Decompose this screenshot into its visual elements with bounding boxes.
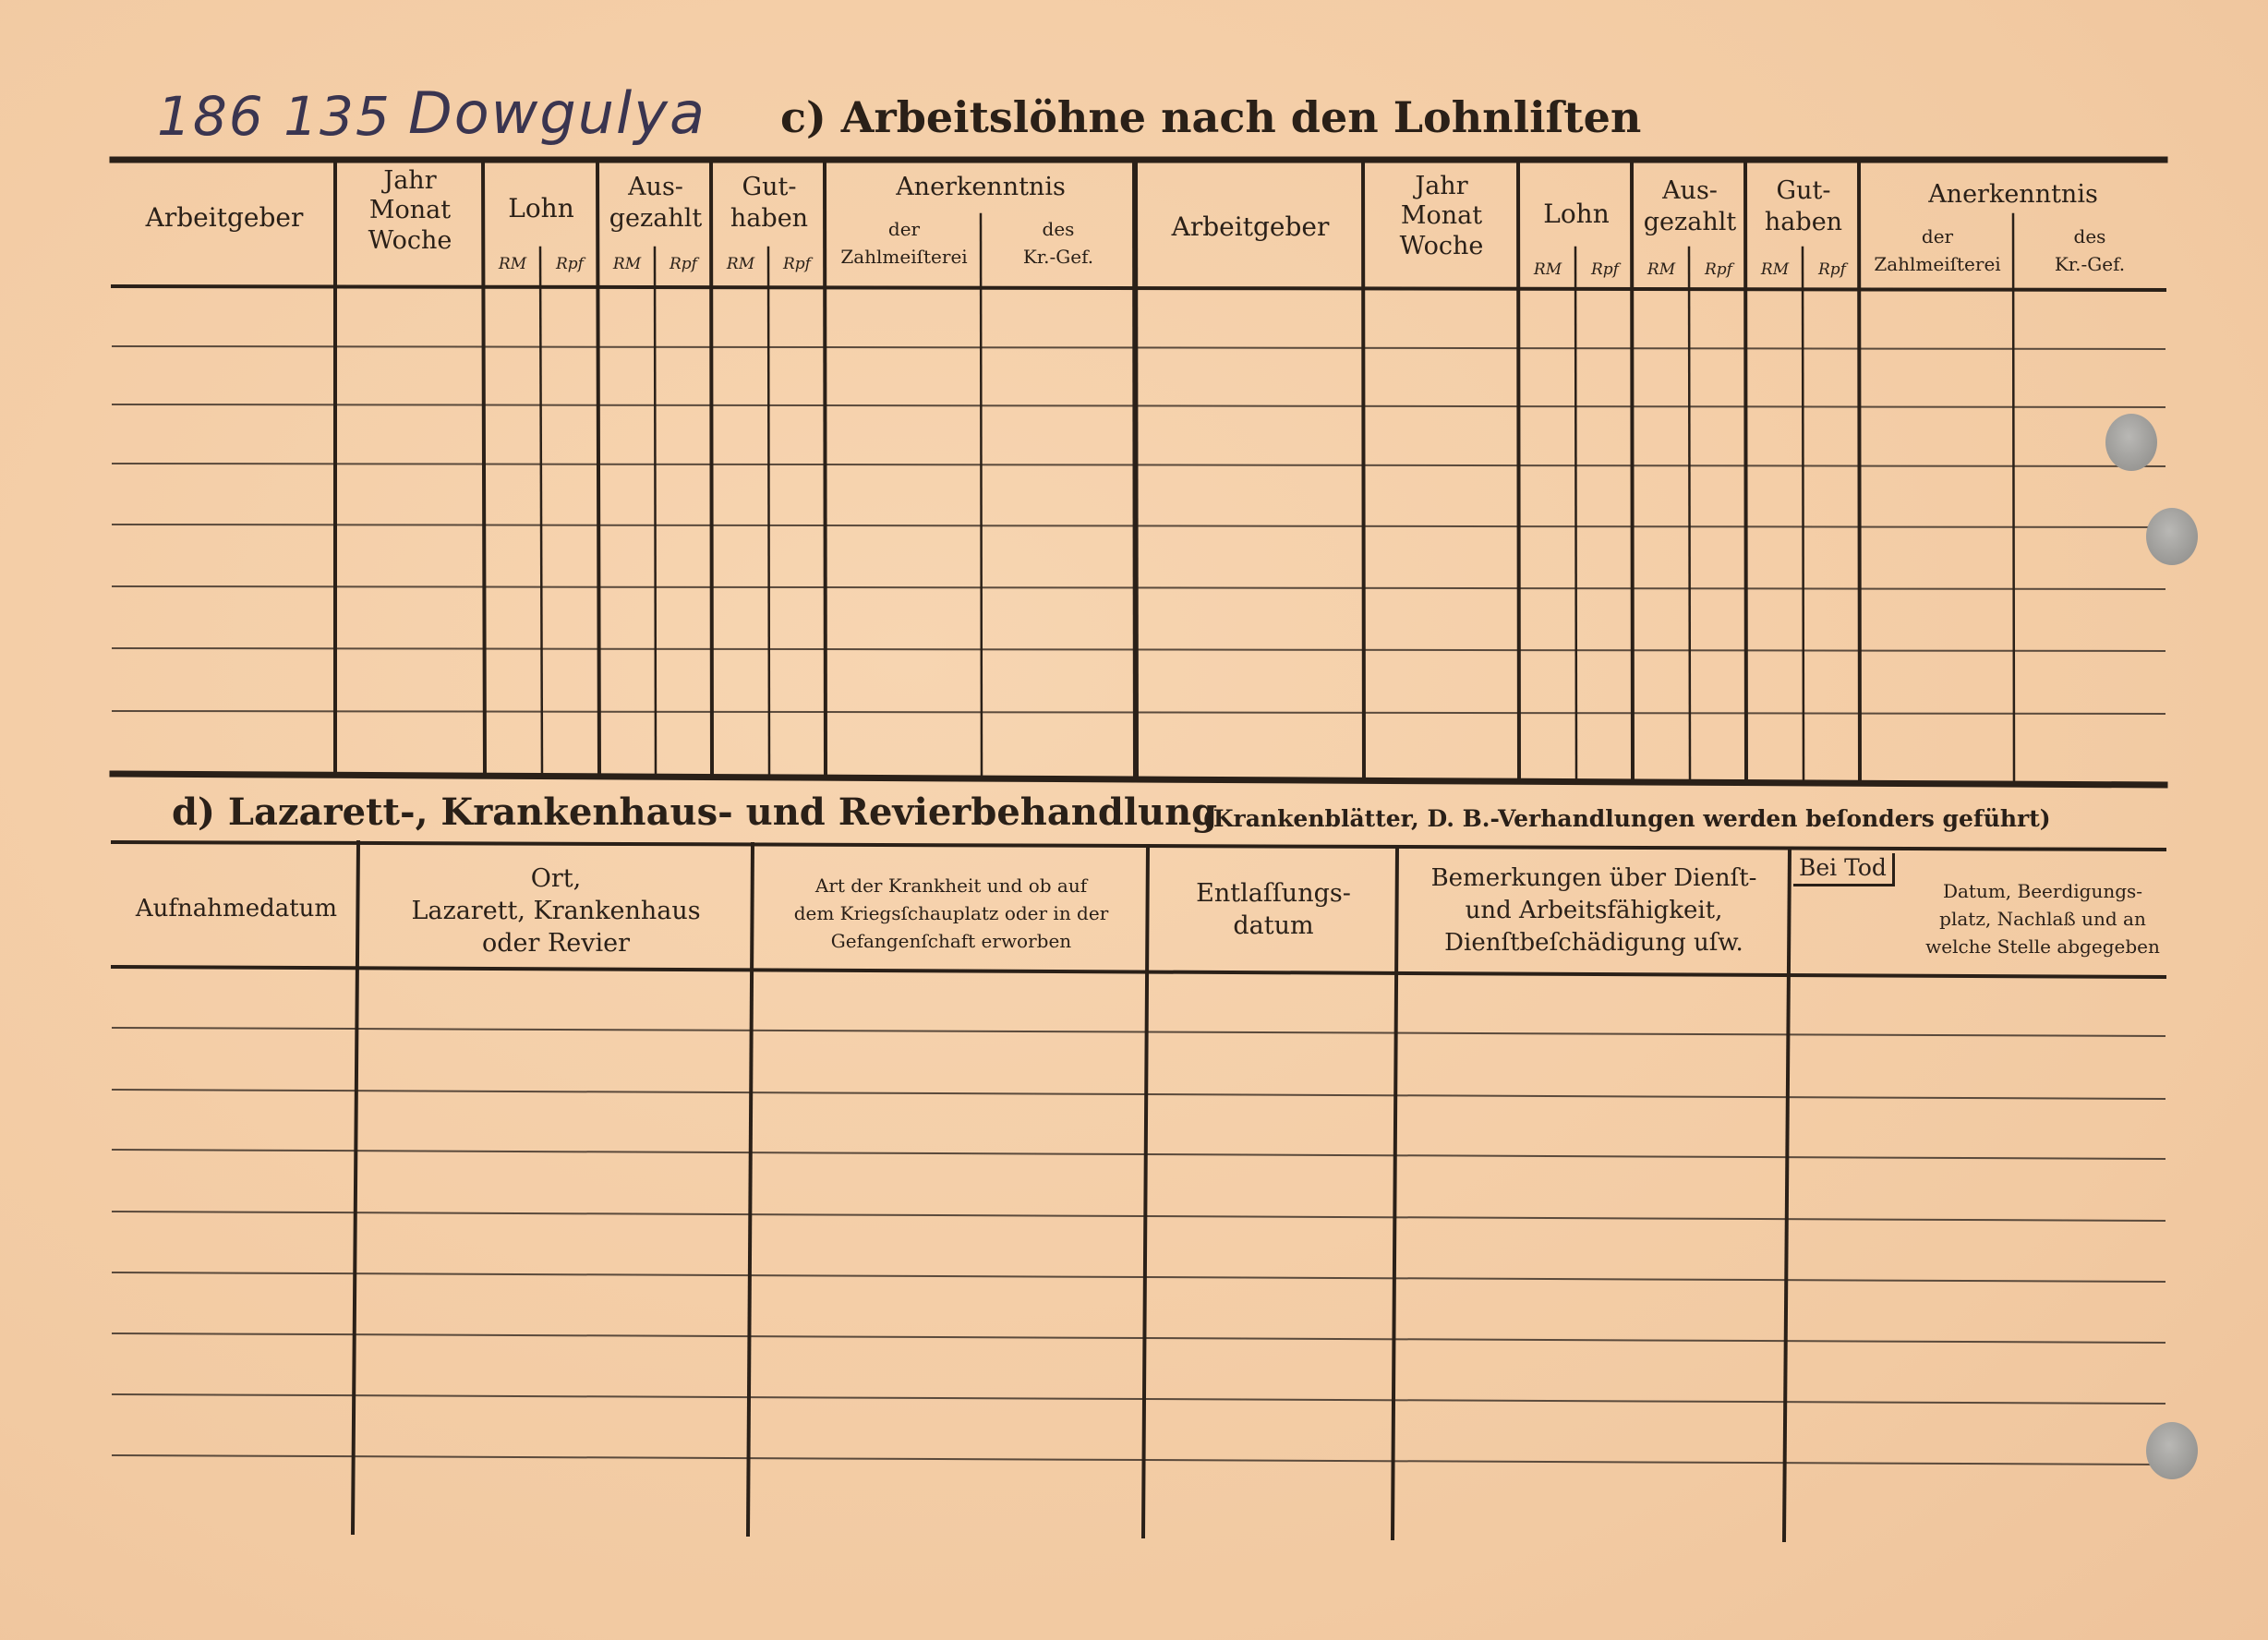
- unit-rm-credit-2: RM: [1760, 260, 1790, 279]
- col-ack-header-2: Anerkenntnis: [1928, 180, 2098, 209]
- col-employer-header-2: Arbeitgeber: [1171, 211, 1330, 242]
- sub-krgef-label: Kr.-Gef.: [1022, 246, 1094, 268]
- unit-rpf-credit-2: Rpf: [1818, 260, 1846, 279]
- col-ack-header: Anerkenntnis: [896, 173, 1066, 201]
- section-d-title: d) Lazarett-, Krankenhaus- und Revierbehandlung: [172, 790, 1218, 834]
- col-illness-header: Art der Krankheit und ob auf dem Kriegsſchauplatz oder in der Gefangenſchaft erworben: [793, 874, 1109, 952]
- col-paid-header: Aus- gezahlt: [609, 173, 703, 233]
- punch-hole-2: [2146, 508, 2198, 565]
- col-remarks-header: Bemerkungen über Dienſt- und Arbeitsfähigkeit, Dienſtbeſchädigung uſw.: [1430, 864, 1757, 958]
- col-admission-header: Aufnahmedatum: [135, 895, 338, 922]
- col-employer-header: Arbeitgeber: [145, 202, 304, 233]
- unit-rm-credit: RM: [726, 255, 755, 273]
- punch-hole-3: [2146, 1422, 2198, 1479]
- section-d-note: (Krankenblätter, D. B.-Verhandlungen werden beſonders geführt): [1202, 805, 2051, 832]
- sub-zahlmeisterei-label-2: Zahlmeiſterei: [1874, 253, 2001, 275]
- unit-rm-wage-2: RM: [1533, 260, 1562, 279]
- col-date-header-2: Jahr Monat Woche: [1399, 172, 1484, 260]
- death-box: [1793, 853, 1895, 886]
- sub-der-label-2: der: [1921, 225, 1954, 247]
- unit-rpf-wage: Rpf: [556, 255, 584, 273]
- col-wage-header: Lohn: [508, 193, 574, 223]
- sub-des-label: des: [1042, 218, 1075, 240]
- sub-krgef-label-2: Kr.-Gef.: [2054, 253, 2126, 275]
- col-wage-header-2: Lohn: [1543, 199, 1610, 229]
- punch-hole-1: [2105, 414, 2157, 471]
- unit-rm-wage: RM: [498, 255, 527, 273]
- col-discharge-header: Entlaſſungs- datum: [1196, 879, 1351, 941]
- handwritten-number: 186 135: [157, 85, 392, 148]
- section-c-title: c) Arbeitslöhne nach den Lohnliſten: [780, 92, 1642, 142]
- unit-rpf-wage-2: Rpf: [1591, 260, 1619, 279]
- col-date-header: Jahr Monat Woche: [368, 166, 452, 255]
- col-credit-header: Gut- haben: [730, 173, 809, 233]
- col-paid-header-2: Aus- gezahlt: [1643, 176, 1737, 236]
- sub-des-label-2: des: [2073, 225, 2106, 247]
- unit-rpf-paid-2: Rpf: [1705, 260, 1732, 279]
- sub-der-label: der: [887, 218, 921, 240]
- col-death-header: Datum, Beerdigungs- platz, Nachlaß und an welche Stelle abgegeben: [1925, 880, 2160, 958]
- unit-rpf-credit: Rpf: [783, 255, 811, 273]
- col-credit-header-2: Gut- haben: [1764, 176, 1843, 236]
- unit-rpf-paid: Rpf: [670, 255, 697, 273]
- sub-zahlmeisterei-label: Zahlmeiſterei: [840, 246, 968, 268]
- col-place-header: Ort, Lazarett, Krankenhaus oder Revier: [411, 864, 701, 959]
- unit-rm-paid: RM: [612, 255, 642, 273]
- unit-rm-paid-2: RM: [1647, 260, 1676, 279]
- death-box-label: Bei Tod: [1799, 854, 1887, 881]
- handwritten-name: Dowgulya: [408, 79, 706, 147]
